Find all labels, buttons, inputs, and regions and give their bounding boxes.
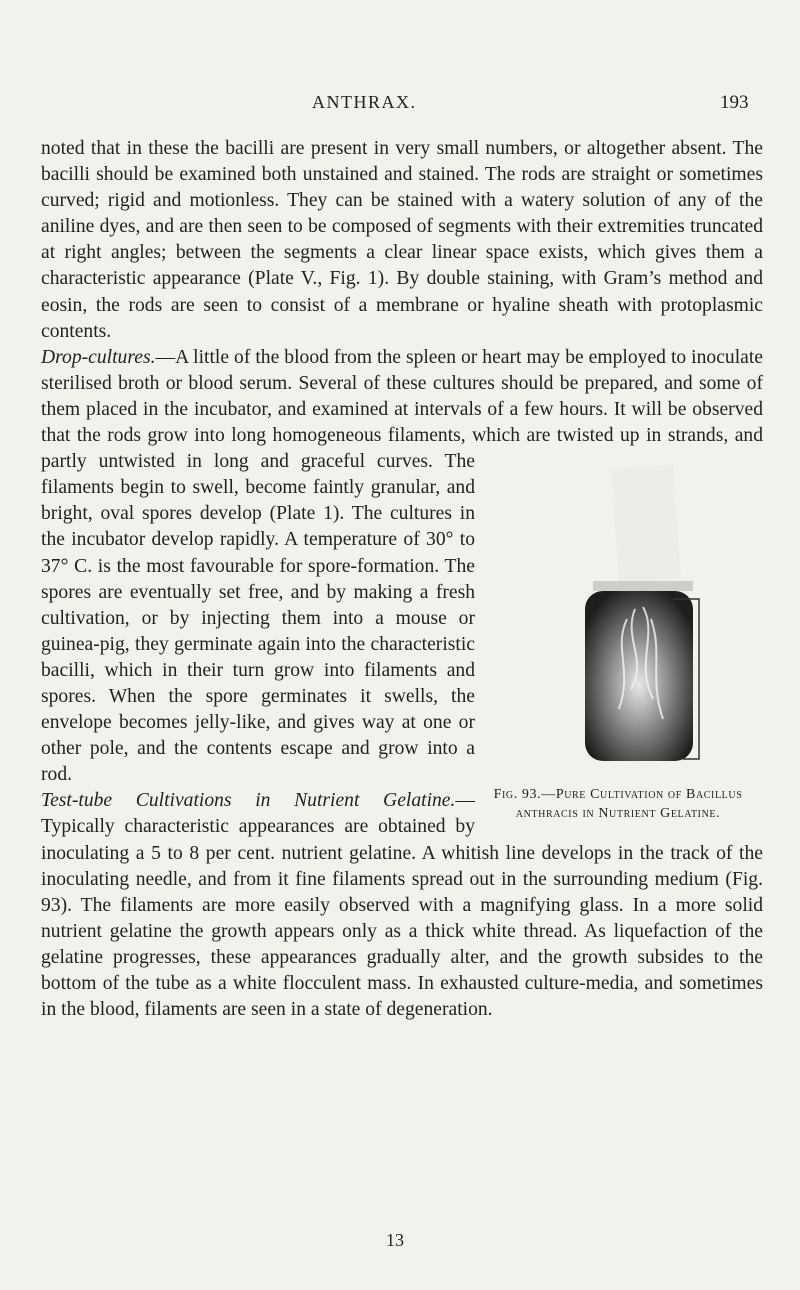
page-header bbox=[0, 92, 800, 116]
paragraph-2-text-a: —A little of the blood from the spleen or heart may be employed to inoculate sterilised broth or blood serum. Several of these cultures should be prepared, and some of them placed in the incubator, and examined at intervals of a few hours. It will be observed that the rods grow into long homogeneous filaments, which are twisted up in strands, and partly untwisted in long and graceful curves. bbox=[41, 346, 763, 473]
figure-93 bbox=[493, 453, 763, 837]
test-tube-illustration bbox=[523, 459, 723, 783]
figure-caption: Fig. 93.—Pure Cultivation of Bacillus anthracis in Nutrient Gelatine. bbox=[493, 787, 743, 822]
test-tube-heading: Test-tube Cultivations in Nutrient Gelatine. bbox=[41, 790, 456, 812]
page-number: 193 bbox=[720, 92, 749, 113]
signature-folio: 13 bbox=[386, 1230, 404, 1250]
drop-cultures-heading: Drop-cultures. bbox=[41, 346, 156, 368]
paragraph-2-text-b: The filaments begin to swell, become faintly granular, and bright, oval spores develop (Plate 1). The cultures in the incubator develop rapidly. A temperature of 30° to 37° C. is the most favourable for spore-formation. The spores are eventually set free, and by making a fresh cultivation, or by injecting them into a mouse or guinea-pig, they germinate again into the characteristic bacilli, which in their turn grow into filaments and spores. When the spore germinates it swells, the envelope becomes jelly-like, and gives way at one or other pole, and the contents escape and grow into a rod. bbox=[41, 451, 475, 786]
paragraph-3-text: — Typically characteristic appearances are obtained by inoculating a 5 to 8 per cent. nutrient gelatine. A whitish line develops in the track of the inoculating needle, and from it fine filaments spread out in the surrounding medium (Fig. 93). The filaments are more easily observed with a magnifying glass. In a more solid nutrient gelatine the growth appears only as a thick white thread. As liquefaction of the gelatine progresses, these appearances gradually alter, and the growth subsides to the bottom of the tube as a white flocculent mass. In exhausted culture-media, and sometimes in the blood, filaments are seen in a state of degeneration. bbox=[41, 790, 763, 1021]
body-text bbox=[41, 136, 763, 1023]
running-head: ANTHRAX. bbox=[312, 92, 417, 112]
paragraph-1: noted that in these the bacilli are present in very small numbers, or altogether absent. The bacilli should be examined both unstained and stained. The rods are straight or sometimes curved; rigid and motionless. They can be stained with a watery solution of any of the aniline dyes, and are then seen to be composed of segments with their extremities truncated at right angles; between the segments a clear linear space exists, which gives them a characteristic appearance (Plate V., Fig. 1). By double staining, with Gram’s method and eosin, the rods are seen to consist of a membrane or hyaline sheath with protoplasmic contents. bbox=[41, 138, 763, 342]
